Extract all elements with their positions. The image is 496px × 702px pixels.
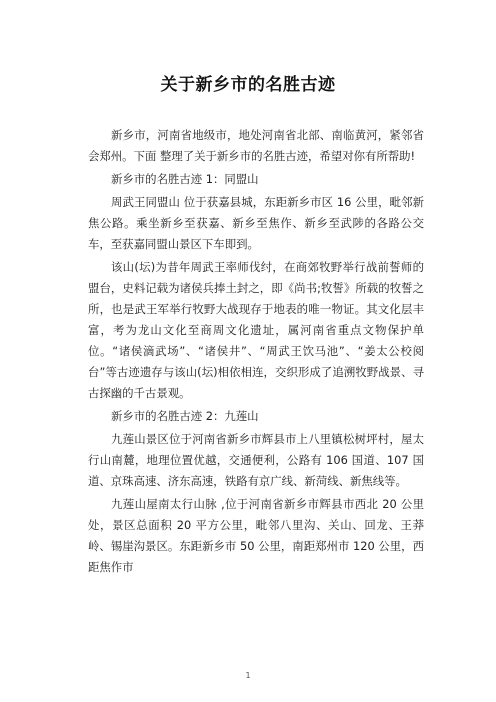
paragraph-tongmengshan-location: 周武王同盟山 位于获嘉县城，东距新乡市区 16 公里，毗邻新焦公路。乘坐新乡至获嘉、新乡至焦作、新乡至武陟的各路公交车，至获嘉同盟山景区下车即到。 [88,195,424,251]
page-number: 1 [245,671,251,680]
paragraph-intro: 新乡市，河南省地级市，地处河南省北部、南临黄河，紧邻省会郑州。下面 整理了关于新乡市的名胜古迹，希望对你有所帮助! [88,128,424,163]
paragraph-tongmengshan-history: 该山(坛)为昔年周武王率师伐纣，在商郊牧野举行战前誓师的盟台，史料记载为诸侯兵捧土封之，即《尚书;牧誓》所载的牧誓之所，也是武王军举行牧野大战现存于地表的唯一物证。其文化层丰富，考为龙山文化至商周文化遗址，属河南省重点文物保护单位。“诸侯滴武场”、“诸侯井”、“周武王饮马池”、“姜太公校阅台”等古迹遗存与该山(坛)相依相连，交织形成了追溯牧野战景、寻古探幽的千古景观。 [88,260,424,400]
document-body [88,125,424,580]
paragraph-jiulianshan-area: 九莲山屋南太行山脉 ,位于河南省新乡市辉县市西北 20 公里处，景区总面积 20 平方公里，毗邻八里沟、关山、回龙、王莽岭、锡崖沟景区。东距新乡市 50 公里，南距郑州市 120 公里，西距焦作市 [88,497,424,574]
section-heading-2: 新乡市的名胜古迹 2：九莲山 [111,409,259,423]
document-title: 关于新乡市的名胜古迹 [160,75,336,95]
paragraph-jiulianshan-location: 九莲山景区位于河南省新乡市辉县市上八里镇松树坪村，屋太行山南麓，地理位置优越，交通便利，公路有 106 国道、107 国道、京珠高速、济东高速，铁路有京广线、新菏线、新焦线等。 [88,432,424,488]
section-heading-1: 新乡市的名胜古迹 1：同盟山 [111,172,259,186]
